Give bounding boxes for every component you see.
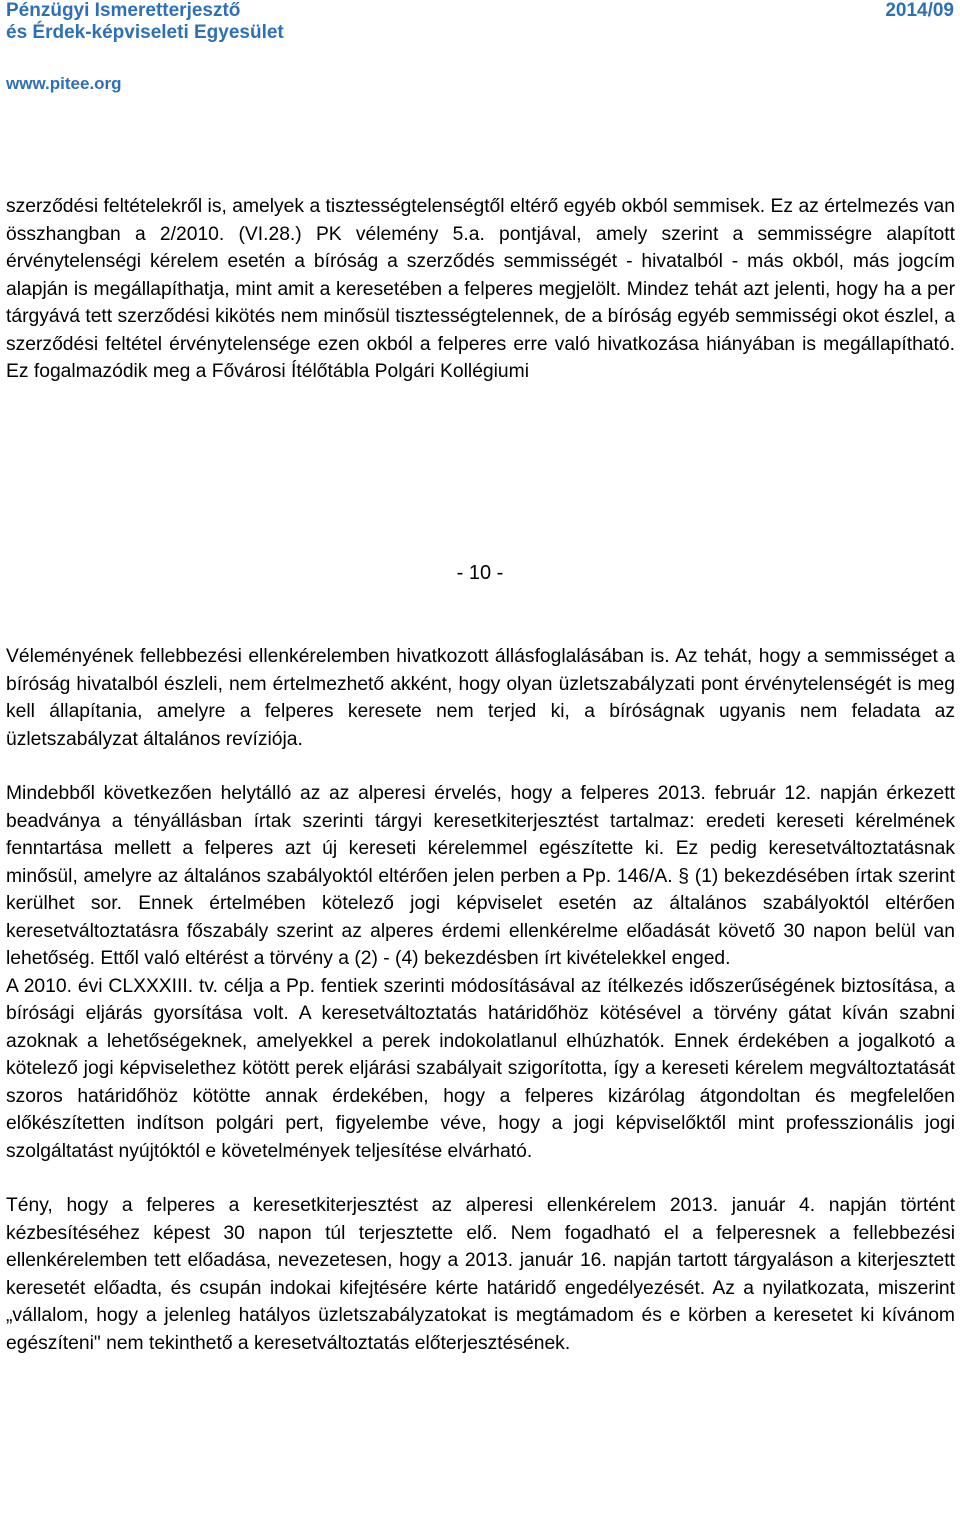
body-text-bottom bbox=[6, 643, 955, 1357]
organization-name bbox=[6, 0, 954, 44]
website-link[interactable]: www.pitee.org bbox=[6, 74, 122, 93]
organization-name-line1: Pénzügyi Ismeretterjesztő bbox=[6, 0, 241, 21]
paragraph: szerződési feltételekről is, amelyek a tisztességtelenségtől eltérő egyéb okból semmisek. Ez az értelmezés van összhangban a 2/2010. (VI.28.) PK vélemény 5.a. pontjával, amely szerint a semmisségre alapított érvénytelenségi kérelem esetén a bíróság a szerződés semmisségét - hivatalból - más okból, más jogcím alapján is megállapíthatja, mint amit a keresetében a felperes megjelölt. Mindez tehát azt jelenti, hogy ha a per tárgyává tett szerződési kikötés nem minősül tisztességtelennek, de a bíróság egyéb semmisségi okot észlel, a szerződési feltétel érvénytelensége ezen okból a felperes erre való hivatkozása hiányában is megállapítható. Ez fogalmazódik meg a Fővárosi Ítélőtábla Polgári Kollégiumi bbox=[6, 196, 955, 382]
issue-number: 2014/09 bbox=[885, 0, 954, 21]
body-text-top bbox=[6, 193, 955, 386]
page-number: - 10 - bbox=[456, 562, 504, 584]
paragraph: Mindebből következően helytálló az az alperesi érvelés, hogy a felperes 2013. február 12. napján érkezett beadványa a tényállásban írtak szerinti tárgyi keresetkiterjesztést tartalmaz: eredeti kereseti kérelmének fenntartása mellett a felperes azt új kereseti kérelemmel egészítette ki. Ez pedig keresetváltoztatásnak minősül, amelyre az általános szabályoktól eltérően jelen perben a Pp. 146/A. § (1) bekezdésében írtak szerint kerülhet sor. Ennek értelmében kötelező jogi képviselet esetén az általános szabályoktól eltérően keresetváltoztatásra főszabály szerint az alperes érdemi ellenkérelme előadását követő 30 napon belül van lehetőség. Ettől való eltérést a törvény a (2) - (4) bekezdésben írt kivételekkel enged. bbox=[6, 783, 955, 969]
paragraph: Tény, hogy a felperes a keresetkiterjesztést az alperesi ellenkérelem 2013. január 4. napján történt kézbesítéséhez képest 30 napon túl terjesztette elő. Nem fogadható el a felperesnek a fellebbezési ellenkérelemben tett előadása, nevezetesen, hogy a 2013. január 16. napján tartott tárgyaláson a kiterjesztett keresetét előadta, és csupán indokai kifejtésére kérte határidő engedélyezését. Az a nyilatkozata, miszerint „vállalom, hogy a jelenleg hatályos üzletszabályzatokat is megtámadom és e körben a keresetet ki kívánom egészíteni" nem tekinthető a keresetváltoztatás előterjesztésének. bbox=[6, 1195, 955, 1354]
paragraph: Véleményének fellebbezési ellenkérelemben hivatkozott állásfoglalásában is. Az tehát, hogy a semmisséget a bíróság hivatalból észleli, nem értelmezhető akként, hogy olyan üzletszabályzati pont érvénytelenségét is meg kell állapítania, amelyre a felperes keresete nem terjed ki, a bíróságnak ugyanis nem feladata az üzletszabályzat általános revíziója. bbox=[6, 646, 955, 750]
page-header bbox=[6, 0, 954, 44]
organization-name-line2: és Érdek-képviseleti Egyesület bbox=[6, 22, 284, 43]
paragraph: A 2010. évi CLXXXIII. tv. célja a Pp. fentiek szerinti módosításával az ítélkezés időszerűségének biztosítása, a bírósági eljárás gyorsítása volt. A keresetváltoztatás határidőhöz kötésével a törvény gátat kíván szabni azoknak a lehetőségeknek, amelyekkel a perek indokolatlanul elhúzhatók. Ennek érdekében a jogalkotó a kötelező jogi képviselethez kötött perek eljárási szabályait szigorította, így a kereseti kérelem megváltoztatását szoros határidőhöz kötötte annak érdekében, hogy a felperes kizárólag átgondoltan és megfelelően előkészítetten indítson polgári pert, figyelembe véve, hogy a jogi képviselőktől mint professzionális jogi szolgáltatást nyújtóktól e követelmények teljesítése elvárható. bbox=[6, 975, 955, 1162]
